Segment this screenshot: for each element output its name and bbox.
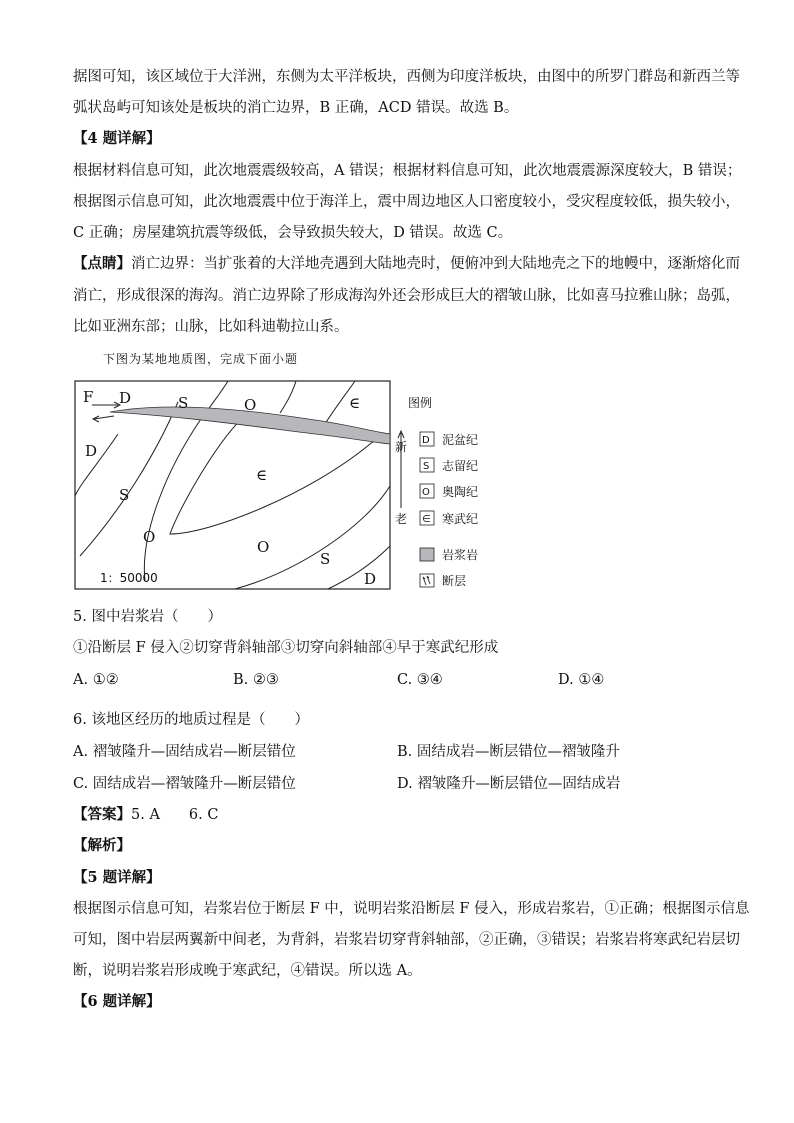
q5-option-d: D. ①④ [558, 672, 605, 688]
map-label-cambrian: ∈ [349, 394, 361, 412]
map-label-d: D [85, 442, 98, 460]
paragraph-line: 根据图示信息可知，此次地震震中位于海洋上，震中周边地区人口密度较小，受灾程度较低，损失较小， [73, 194, 740, 210]
legend-symbol: D [422, 435, 430, 446]
q6-option-d: D. 褶皱隆升—断层错位—固结成岩 [397, 776, 621, 792]
q6-option-a: A. 褶皱隆升—固结成岩—断层错位 [73, 744, 296, 760]
map-label-f: F [83, 388, 94, 406]
boundary-line [280, 381, 296, 413]
legend-magma-swatch [420, 548, 434, 561]
paragraph-line: 可知，图中岩层两翼新中间老，为背斜，岩浆岩切穿背斜轴部，②正确，③错误；岩浆岩将寒武纪岩层切 [73, 932, 740, 948]
question-stem: 6. 该地区经历的地质过程是（ ） [73, 712, 309, 728]
legend-symbol: ∈ [422, 514, 431, 525]
answer-label: 【答案】 [73, 806, 131, 823]
tip-line: 消亡，形成很深的海沟。消亡边界除了形成海沟外还会形成巨大的褶皱山脉，比如喜马拉雅山脉；岛弧， [73, 288, 740, 304]
tip-line [73, 254, 740, 274]
q6-option-b: B. 固结成岩—断层错位—褶皱隆升 [397, 744, 620, 760]
tip-line: 比如亚洲东部；山脉，比如科迪勒拉山系。 [73, 319, 349, 335]
boundary-line [208, 381, 228, 410]
question-statements: ①沿断层 F 侵入②切穿背斜轴部③切穿向斜轴部④早于寒武纪形成 [73, 640, 499, 656]
tip-text: 消亡边界：当扩张着的大洋地壳遇到大陆地壳时，便俯冲到大陆地壳之下的地幔中，逐渐熔化而 [131, 256, 740, 272]
legend-label: 泥盆纪 [442, 433, 479, 447]
geologic-map [70, 376, 500, 594]
boundary-line [328, 546, 390, 589]
legend-symbol: S [423, 461, 430, 472]
paragraph-line: 断，说明岩浆岩形成晚于寒武纪，④错误。所以选 A。 [73, 963, 422, 979]
paragraph-line: 据图可知，该区域位于大洋洲，东侧为太平洋板块，西侧为印度洋板块，由图中的所罗门群岛和新西兰等 [73, 69, 740, 85]
map-label-o: O [257, 538, 270, 556]
legend-fault-label: 断层 [442, 574, 467, 588]
q5-option-c: C. ③④ [397, 672, 443, 688]
question-stem: 5. 图中岩浆岩（ ） [73, 609, 222, 625]
tip-label: 【点睛】 [73, 255, 131, 272]
paragraph-line: 根据图示信息可知，岩浆岩位于断层 F 中，说明岩浆沿断层 F 侵入，形成岩浆岩，①正确；根据图示信息 [73, 901, 750, 917]
map-label-d: D [119, 389, 132, 407]
map-label-o: O [143, 528, 156, 546]
legend-old: 老 [395, 512, 408, 526]
answer-line [73, 805, 218, 825]
q4-heading: 【4 题详解】 [73, 130, 161, 147]
q5-option-a: A. ①② [73, 672, 119, 688]
map-label-d: D [364, 570, 377, 588]
map-label-s: S [178, 394, 189, 412]
q5-heading: 【5 题详解】 [73, 869, 161, 886]
analysis-heading: 【解析】 [73, 837, 131, 854]
legend-fault-icon [420, 574, 434, 587]
legend-title: 图例 [408, 396, 433, 410]
q5-option-b: B. ②③ [233, 672, 279, 688]
paragraph-line: C 正确；房屋建筑抗震等级低，会导致损失较大，D 错误。故选 C。 [73, 225, 513, 241]
legend-label: 奥陶纪 [442, 485, 479, 499]
map-label-s: S [119, 486, 130, 504]
paragraph-line: 弧状岛屿可知该处是板块的消亡边界，B 正确，ACD 错误。故选 B。 [73, 100, 519, 116]
legend-symbol: O [422, 487, 430, 498]
boundary-line [144, 416, 203, 581]
q6-heading: 【6 题详解】 [73, 993, 161, 1010]
paragraph-line: 根据材料信息可知，此次地震震级较高，A 错误；根据材料信息可知，此次地震震源深度较大，B 错误； [73, 163, 742, 179]
legend-new: 新 [395, 440, 408, 454]
legend-label: 志留纪 [442, 459, 479, 473]
map-caption: 下图为某地地质图，完成下面小题 [103, 352, 299, 366]
map-label-cambrian: ∈ [256, 466, 268, 484]
legend-magma-label: 岩浆岩 [442, 548, 479, 562]
answer-text: 5. A 6. C [131, 807, 219, 823]
legend-label: 寒武纪 [442, 512, 479, 526]
q6-option-c: C. 固结成岩—褶皱隆升—断层错位 [73, 776, 296, 792]
map-label-o: O [244, 396, 257, 414]
map-label-s: S [320, 550, 331, 568]
map-scale: 1：50000 [100, 571, 158, 585]
fault-icon [423, 576, 430, 585]
boundary-line [80, 402, 178, 556]
